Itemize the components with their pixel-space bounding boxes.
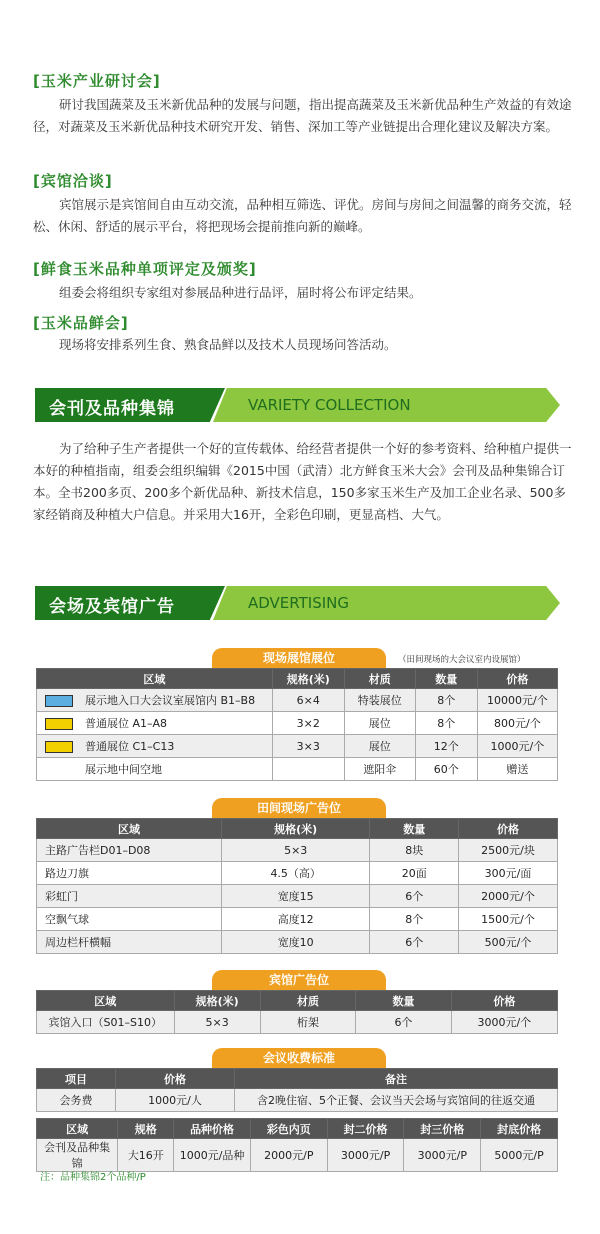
cell-back-cover: 5000元/P	[481, 1139, 558, 1172]
cell-area: 路边刀旗	[37, 862, 222, 885]
swatch-blue	[45, 695, 73, 707]
table-field-ads	[36, 818, 558, 954]
table-catalog-prices	[36, 1118, 558, 1172]
table-header-row	[37, 1069, 558, 1089]
cell-color-page: 2000元/P	[250, 1139, 327, 1172]
cell-material: 遮阳伞	[344, 758, 415, 781]
cell-area: 周边栏杆横幅	[37, 931, 222, 954]
cell-size: 5×3	[174, 1011, 260, 1034]
col-header-area: 区域	[37, 819, 222, 839]
cell-price: 1500元/个	[459, 908, 558, 931]
col-header-price: 价格	[477, 669, 557, 689]
table-meeting-fees	[36, 1068, 558, 1112]
cell-qty: 6个	[370, 885, 459, 908]
swatch-yellow	[45, 741, 73, 753]
cell-qty: 8块	[370, 839, 459, 862]
section-text-tasting: 现场将安排系列生食、熟食品鲜以及技术人员现场问答活动。	[59, 337, 397, 352]
table-row	[37, 689, 558, 712]
banner-advertising	[35, 586, 560, 620]
section-text-hotel-negotiation: 宾馆展示是宾馆间自由互动交流，品种相互筛选、评优。房间与房间之间温馨的商务交流，轻松、休闲、舒适的展示平台，将把现场会提前推向新的巅峰。	[33, 197, 572, 234]
section-title-tasting: [玉米品鲜会]	[33, 314, 129, 332]
cell-price: 2500元/块	[459, 839, 558, 862]
area-label: 展示地入口大会议室展馆内 B1–B8	[85, 694, 256, 707]
table-row	[37, 712, 558, 735]
banner-title-en: ADVERTISING	[248, 594, 349, 612]
col-header-size: 规格(米)	[221, 819, 370, 839]
table-header-row	[37, 669, 558, 689]
table-row	[37, 931, 558, 954]
banner-title-cn: 会场及宾馆广告	[49, 597, 175, 617]
cell-material: 展位	[344, 712, 415, 735]
cell-size: 4.5（高）	[221, 862, 370, 885]
cell-size: 宽度15	[221, 885, 370, 908]
booth-note: （田间现场的大会议室内设展馆）	[398, 655, 526, 665]
cell-price: 赠送	[477, 758, 557, 781]
col-header-price: 价格	[459, 819, 558, 839]
cell-price: 1000元/个	[477, 735, 557, 758]
tab-meeting-fees: 会议收费标准	[212, 1048, 386, 1068]
cell-area: 宾馆入口（S01–S10）	[37, 1011, 175, 1034]
swatch-yellow	[45, 718, 73, 730]
cell-variety-price: 1000元/品种	[174, 1139, 251, 1172]
cell-inside-front: 3000元/P	[327, 1139, 404, 1172]
col-header-size: 规格(米)	[272, 669, 344, 689]
cell-price: 300元/面	[459, 862, 558, 885]
table-onsite-booth	[36, 668, 558, 781]
col-header-variety-price: 品种价格	[174, 1119, 251, 1139]
cell-area: 会刊及品种集锦	[37, 1139, 118, 1172]
banner-title-cn: 会刊及品种集锦	[49, 399, 175, 419]
col-header-price: 价格	[451, 991, 557, 1011]
cell-size	[272, 758, 344, 781]
cell-spec: 大16开	[118, 1139, 174, 1172]
cell-size: 宽度10	[221, 931, 370, 954]
cell-area	[37, 712, 273, 735]
col-header-color-page: 彩色内页	[250, 1119, 327, 1139]
cell-price: 2000元/个	[459, 885, 558, 908]
cell-size: 3×3	[272, 735, 344, 758]
section-title-hotel-negotiation: [宾馆洽谈]	[33, 172, 113, 190]
section-title-industry-seminar: [玉米产业研讨会]	[33, 72, 161, 90]
section-text-industry-seminar: 研讨我国蔬菜及玉米新优品种的发展与问题，指出提高蔬菜及玉米新优品种生产效益的有效途径，对蔬菜及玉米新优品种技术研究开发、销售、深加工等产业链提出合理化建议及解决方案。	[33, 97, 572, 134]
cell-area	[37, 735, 273, 758]
cell-price: 500元/个	[459, 931, 558, 954]
cell-item: 会务费	[37, 1089, 116, 1112]
table-row	[37, 1139, 558, 1172]
col-header-area: 区域	[37, 669, 273, 689]
footnote: 注：品种集锦2个品种/P	[40, 1172, 146, 1183]
cell-size: 3×2	[272, 712, 344, 735]
tab-onsite-booth: 现场展馆展位	[212, 648, 386, 668]
table-header-row	[37, 819, 558, 839]
col-header-qty: 数量	[356, 991, 451, 1011]
cell-area: 主路广告栏D01–D08	[37, 839, 222, 862]
area-label: 普通展位 A1–A8	[85, 717, 168, 730]
col-header-material: 材质	[344, 669, 415, 689]
cell-qty: 60个	[415, 758, 477, 781]
cell-area	[37, 689, 273, 712]
table-row	[37, 735, 558, 758]
cell-size: 5×3	[221, 839, 370, 862]
table-row	[37, 1011, 558, 1034]
table-row	[37, 839, 558, 862]
cell-material: 特装展位	[344, 689, 415, 712]
col-header-inside-front: 封二价格	[327, 1119, 404, 1139]
cell-qty: 20面	[370, 862, 459, 885]
col-header-area: 区域	[37, 991, 175, 1011]
col-header-qty: 数量	[370, 819, 459, 839]
cell-remark: 含2晚住宿、5个正餐、会议当天会场与宾馆间的往返交通	[235, 1089, 558, 1112]
table-row	[37, 862, 558, 885]
cell-price: 10000元/个	[477, 689, 557, 712]
col-header-price: 价格	[116, 1069, 235, 1089]
table-row	[37, 908, 558, 931]
tab-field-ads: 田间现场广告位	[212, 798, 386, 818]
cell-size: 高度12	[221, 908, 370, 931]
cell-qty: 6个	[356, 1011, 451, 1034]
table-row	[37, 885, 558, 908]
cell-qty: 8个	[370, 908, 459, 931]
table-row	[37, 758, 558, 781]
col-header-material: 材质	[260, 991, 355, 1011]
cell-inside-back: 3000元/P	[404, 1139, 481, 1172]
area-label: 普通展位 C1–C13	[85, 740, 175, 753]
cell-area: 展示地中间空地	[37, 758, 273, 781]
table-row	[37, 1089, 558, 1112]
cell-size: 6×4	[272, 689, 344, 712]
col-header-area: 区域	[37, 1119, 118, 1139]
col-header-item: 项目	[37, 1069, 116, 1089]
cell-qty: 12个	[415, 735, 477, 758]
cell-qty: 6个	[370, 931, 459, 954]
cell-qty: 8个	[415, 712, 477, 735]
banner-title-en: VARIETY COLLECTION	[248, 396, 411, 414]
cell-qty: 8个	[415, 689, 477, 712]
section-text-evaluation-award: 组委会将组织专家组对参展品种进行品评，届时将公布评定结果。	[59, 285, 422, 300]
table-header-row	[37, 1119, 558, 1139]
col-header-spec: 规格	[118, 1119, 174, 1139]
col-header-inside-back: 封三价格	[404, 1119, 481, 1139]
tab-hotel-ads: 宾馆广告位	[212, 970, 386, 990]
cell-material: 展位	[344, 735, 415, 758]
table-hotel-ads	[36, 990, 558, 1034]
col-header-size: 规格(米)	[174, 991, 260, 1011]
cell-price: 1000元/人	[116, 1089, 235, 1112]
col-header-back-cover: 封底价格	[481, 1119, 558, 1139]
cell-price: 800元/个	[477, 712, 557, 735]
variety-collection-text: 为了给种子生产者提供一个好的宣传载体、给经营者提供一个好的参考资料、给种植户提供一本好的种植指南，组委会组织编辑《2015中国（武清）北方鲜食玉米大会》会刊及品种集锦合订本。全书200多页、200多个新优品种、新技术信息，150多家玉米生产及加工企业名录、500多家经销商及种植大户信息。并采用大16开，全彩色印刷，更显高档、大气。	[33, 441, 572, 522]
cell-area: 彩虹门	[37, 885, 222, 908]
col-header-remark: 备注	[235, 1069, 558, 1089]
section-title-evaluation-award: [鲜食玉米品种单项评定及颁奖]	[33, 260, 257, 278]
banner-variety-collection	[35, 388, 560, 422]
cell-area: 空飘气球	[37, 908, 222, 931]
table-header-row	[37, 991, 558, 1011]
col-header-qty: 数量	[415, 669, 477, 689]
cell-price: 3000元/个	[451, 1011, 557, 1034]
cell-material: 桁架	[260, 1011, 355, 1034]
